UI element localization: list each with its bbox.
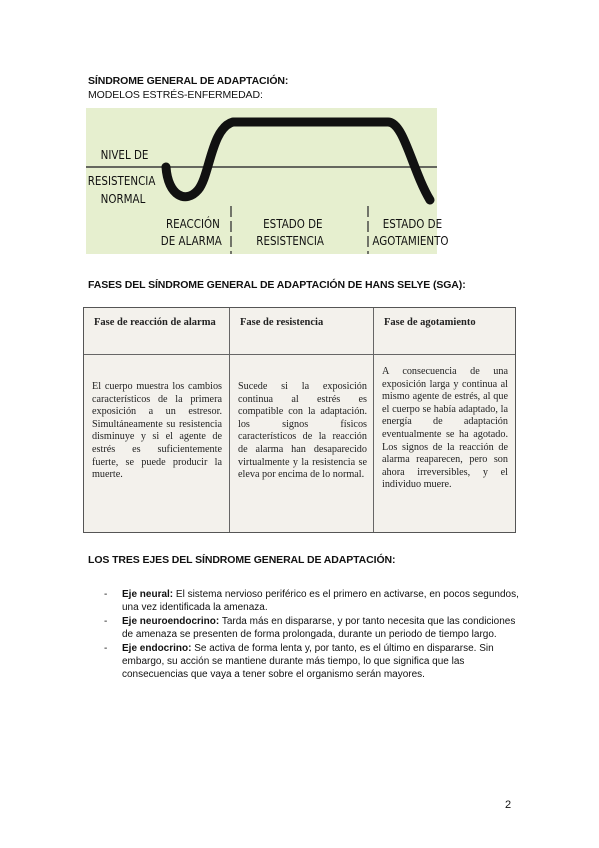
bullet-dash: -	[104, 615, 108, 627]
table-column-resistance	[229, 308, 374, 532]
label-level-2: RESISTENCIA	[87, 174, 156, 189]
term-neural: Eje neural:	[122, 589, 174, 600]
section-title-axes: LOS TRES EJES DEL SÍNDROME GENERAL DE ADAPTACIÓN:	[88, 554, 396, 566]
section-title-sga: SÍNDROME GENERAL DE ADAPTACIÓN:	[88, 75, 289, 87]
table-header-cell	[84, 308, 229, 355]
list-item-neuroendocrine	[104, 615, 524, 642]
term-endocrine: Eje endocrino:	[122, 642, 192, 654]
cell-resistance: Sucede si la exposición continua al estrés es compatible con la adaptación. los signos físicos característicos de la reacción de alarma han desaparecido virtualmente y la resistencia se eleva por encima de lo normal.	[238, 381, 367, 481]
cell-exhaustion: A consecuencia de una exposición larga y continua al mismo agente de estrés, al que el cuerpo se había adaptado, la energía de adaptación eventualmente se ha agotado. Los signos de la reacción de alarma reaparecen, pero son ahora irreversibles, y el individuo muere.	[382, 366, 508, 491]
section-title-phases: FASES DEL SÍNDROME GENERAL DE ADAPTACIÓN DE HANS SELYE (SGA):	[88, 279, 466, 291]
section-subtitle-models: MODELOS ESTRÉS-ENFERMEDAD:	[88, 89, 263, 101]
axes-list	[104, 588, 524, 682]
label-level-3: NORMAL	[100, 192, 146, 207]
phases-table	[83, 307, 516, 533]
desc-neural: El sistema nervioso periférico es el primero en activarse, en pocos segundos, una vez identificada la amenaza.	[122, 589, 519, 614]
list-item-neural	[104, 588, 524, 615]
list-item-endocrine	[104, 642, 524, 682]
header-exhaustion: Fase de agotamiento	[384, 317, 476, 328]
label-exhaustion-1: ESTADO DE	[382, 217, 443, 232]
desc-neuroendocrine: Tarda más en dispararse, y por tanto necesita que las condiciones de amenaza se presenten de forma prolongada, durante un periodo de tiempo largo.	[122, 615, 516, 641]
page-number: 2	[505, 799, 512, 811]
label-exhaustion-2: AGOTAMIENTO	[372, 234, 449, 249]
label-alarm-1: REACCIÓN	[165, 217, 220, 232]
cell-alarm: El cuerpo muestra los cambios característicos de la primera exposición a un estresor. Simultáneamente su resistencia disminuye y si el agente de estrés es suficientemente fuerte, se puede producir la muerte.	[92, 381, 222, 481]
label-level-1: NIVEL DE	[100, 148, 149, 163]
bullet-dash: -	[104, 642, 108, 654]
term-neuroendocrine: Eje neuroendocrino:	[122, 615, 220, 627]
table-column-alarm	[84, 308, 229, 532]
label-alarm-2: DE ALARMA	[160, 234, 222, 249]
header-resistance: Fase de resistencia	[240, 317, 324, 328]
table-header-cell	[374, 308, 515, 355]
stress-adaptation-graph	[86, 108, 449, 254]
label-resistance-1: ESTADO DE	[263, 217, 323, 232]
desc-endocrine: Se activa de forma lenta y, por tanto, es el último en dispararse. Sin embargo, su acción se mantiene durante más tiempo, lo que significa que las consecuencias que vaya a tener sobre el organismo serán mayores.	[122, 642, 494, 681]
table-column-exhaustion	[373, 308, 515, 532]
header-alarm: Fase de reacción de alarma	[94, 317, 216, 328]
table-header-cell	[230, 308, 374, 355]
label-resistance-2: RESISTENCIA	[256, 234, 324, 249]
bullet-dash: -	[104, 589, 108, 600]
